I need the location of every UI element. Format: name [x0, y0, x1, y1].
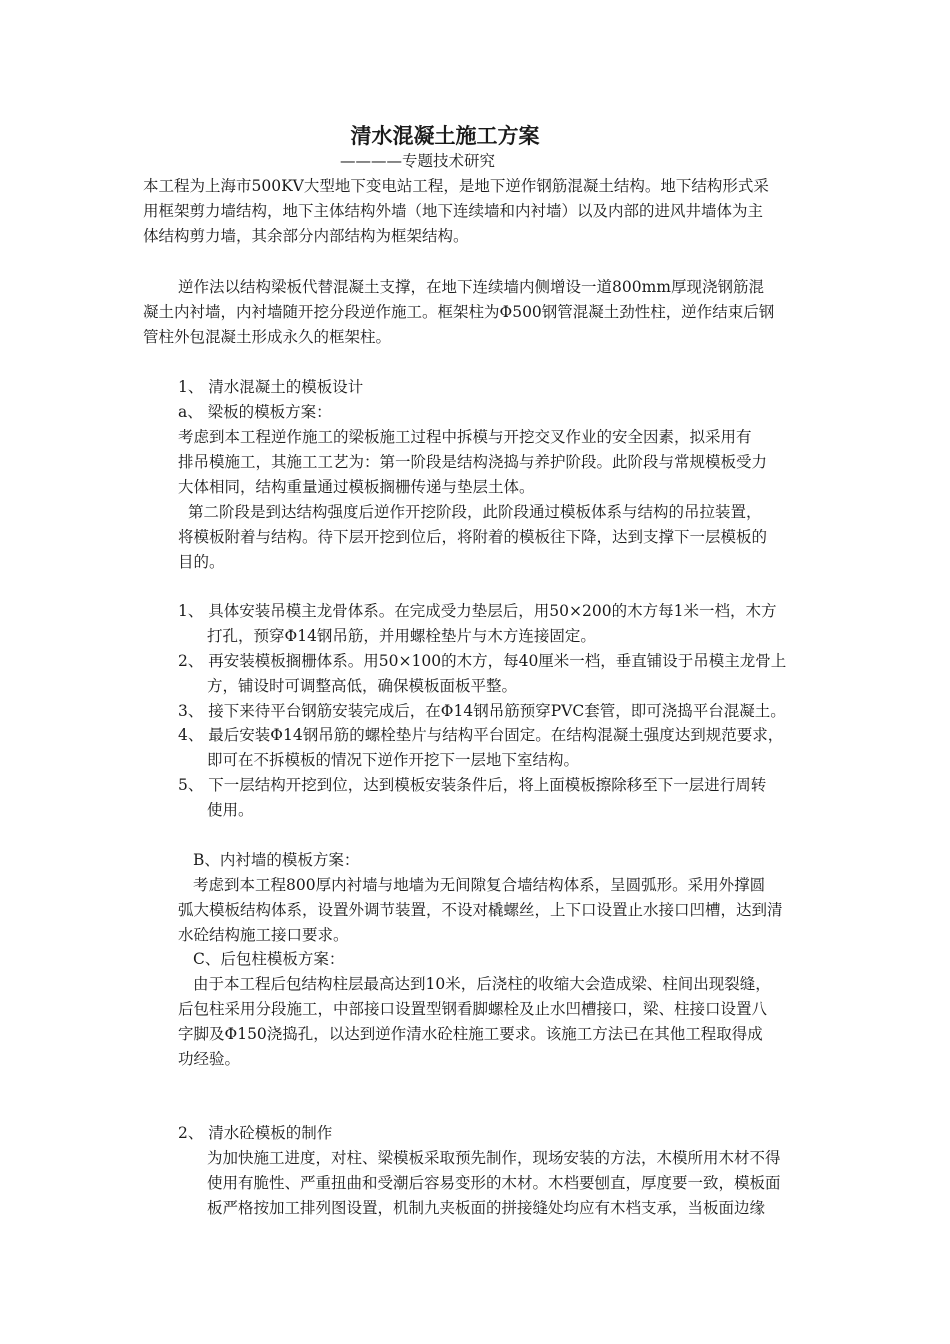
text-line: 凝土内衬墙，内衬墙随开挖分段逆作施工。框架柱为Φ500钢管混凝土劲性柱，逆作结束后钢 [143, 303, 775, 321]
list-item: 5、 下一层结构开挖到位，达到模板安装条件后，将上面模板擦除移至下一层进行周转 [178, 776, 767, 794]
list-item: 2、 再安装模板搁栅体系。用50×100的木方，每40厘米一档，垂直铺设于吊模主龙骨上 [178, 652, 787, 670]
text-line: 后包柱采用分段施工，中部接口设置型钢看脚螺栓及止水凹槽接口，梁、柱接口设置八 [178, 1000, 768, 1018]
text-line: 逆作法以结构梁板代替混凝土支撑，在地下连续墙内侧增设一道800mm厚现浇钢筋混 [178, 278, 764, 296]
text-line: 板严格按加工排列图设置，机制九夹板面的拼接缝处均应有木档支承，当板面边缘 [207, 1199, 766, 1217]
text-line: 考虑到本工程800厚内衬墙与地墙为无间隙复合墙结构体系，呈圆弧形。采用外撑圆 [193, 876, 766, 894]
text-line: 排吊模施工，其施工工艺为：第一阶段是结构浇捣与养护阶段。此阶段与常规模板受力 [178, 453, 768, 471]
text-line: 字脚及Φ150浇捣孔，以达到逆作清水砼柱施工要求。该施工方法已在其他工程取得成 [178, 1025, 763, 1043]
subsection-heading: a、 梁板的模板方案： [178, 403, 332, 421]
text-line: 目的。 [178, 553, 225, 571]
text-line: 使用有脆性、严重扭曲和受潮后容易变形的木材。木档要刨直，厚度要一致，模板面 [207, 1174, 781, 1192]
subsection-heading: B、内衬墙的模板方案： [193, 851, 360, 869]
text-line: 本工程为上海市500KV大型地下变电站工程，是地下逆作钢筋混凝土结构。地下结构形式采 [143, 177, 769, 195]
document-subtitle: ————专题技术研究 [340, 152, 496, 170]
list-item-cont: 方，铺设时可调整高低，确保模板面板平整。 [207, 677, 518, 695]
section-heading: 2、 清水砼模板的制作 [178, 1124, 333, 1142]
text-line: 管柱外包混凝土形成永久的框架柱。 [143, 328, 392, 346]
text-line: 由于本工程后包结构柱层最高达到10米，后浇柱的收缩大会造成梁、柱间出现裂缝， [193, 975, 771, 993]
text-line: 用框架剪力墙结构，地下主体结构外墙（地下连续墙和内衬墙）以及内部的进风井墙体为主 [143, 202, 764, 220]
text-line: 弧大模板结构体系，设置外调节装置，不设对橇螺丝，上下口设置止水接口凹槽，达到清 [178, 901, 783, 919]
list-item: 3、 接下来待平台钢筋安装完成后，在Φ14钢吊筋预穿PVC套管，即可浇捣平台混凝土。 [178, 702, 786, 720]
list-item-cont: 打孔，预穿Φ14钢吊筋，并用螺栓垫片与木方连接固定。 [207, 627, 596, 645]
list-item: 4、 最后安装Φ14钢吊筋的螺栓垫片与结构平台固定。在结构混凝土强度达到规范要求， [178, 726, 784, 744]
text-line: 大体相同，结构重量通过模板搁栅传递与垫层土体。 [178, 478, 535, 496]
text-line: 将模板附着与结构。待下层开挖到位后，将附着的模板往下降，达到支撑下一层模板的 [178, 528, 768, 546]
text-line: 为加快施工进度，对柱、梁模板采取预先制作，现场安装的方法，木模所用木材不得 [207, 1149, 781, 1167]
text-line: 功经验。 [178, 1050, 241, 1068]
list-item: 1、 具体安装吊模主龙骨体系。在完成受力垫层后，用50×200的木方每1米一档，木方 [178, 602, 777, 620]
document-title: 清水混凝土施工方案 [350, 123, 540, 148]
text-line: 考虑到本工程逆作施工的梁板施工过程中拆模与开挖交叉作业的安全因素，拟采用有 [178, 428, 752, 446]
text-line: 水砼结构施工接口要求。 [178, 926, 349, 944]
text-line: 体结构剪力墙，其余部分内部结构为框架结构。 [143, 227, 469, 245]
list-item-cont: 使用。 [207, 801, 254, 819]
list-item-cont: 即可在不拆模板的情况下逆作开挖下一层地下室结构。 [207, 751, 580, 769]
text-line: 第二阶段是到达结构强度后逆作开挖阶段，此阶段通过模板体系与结构的吊拉装置， [188, 503, 762, 521]
subsection-heading: C、后包柱模板方案： [193, 950, 345, 968]
section-heading: 1、 清水混凝土的模板设计 [178, 378, 364, 396]
